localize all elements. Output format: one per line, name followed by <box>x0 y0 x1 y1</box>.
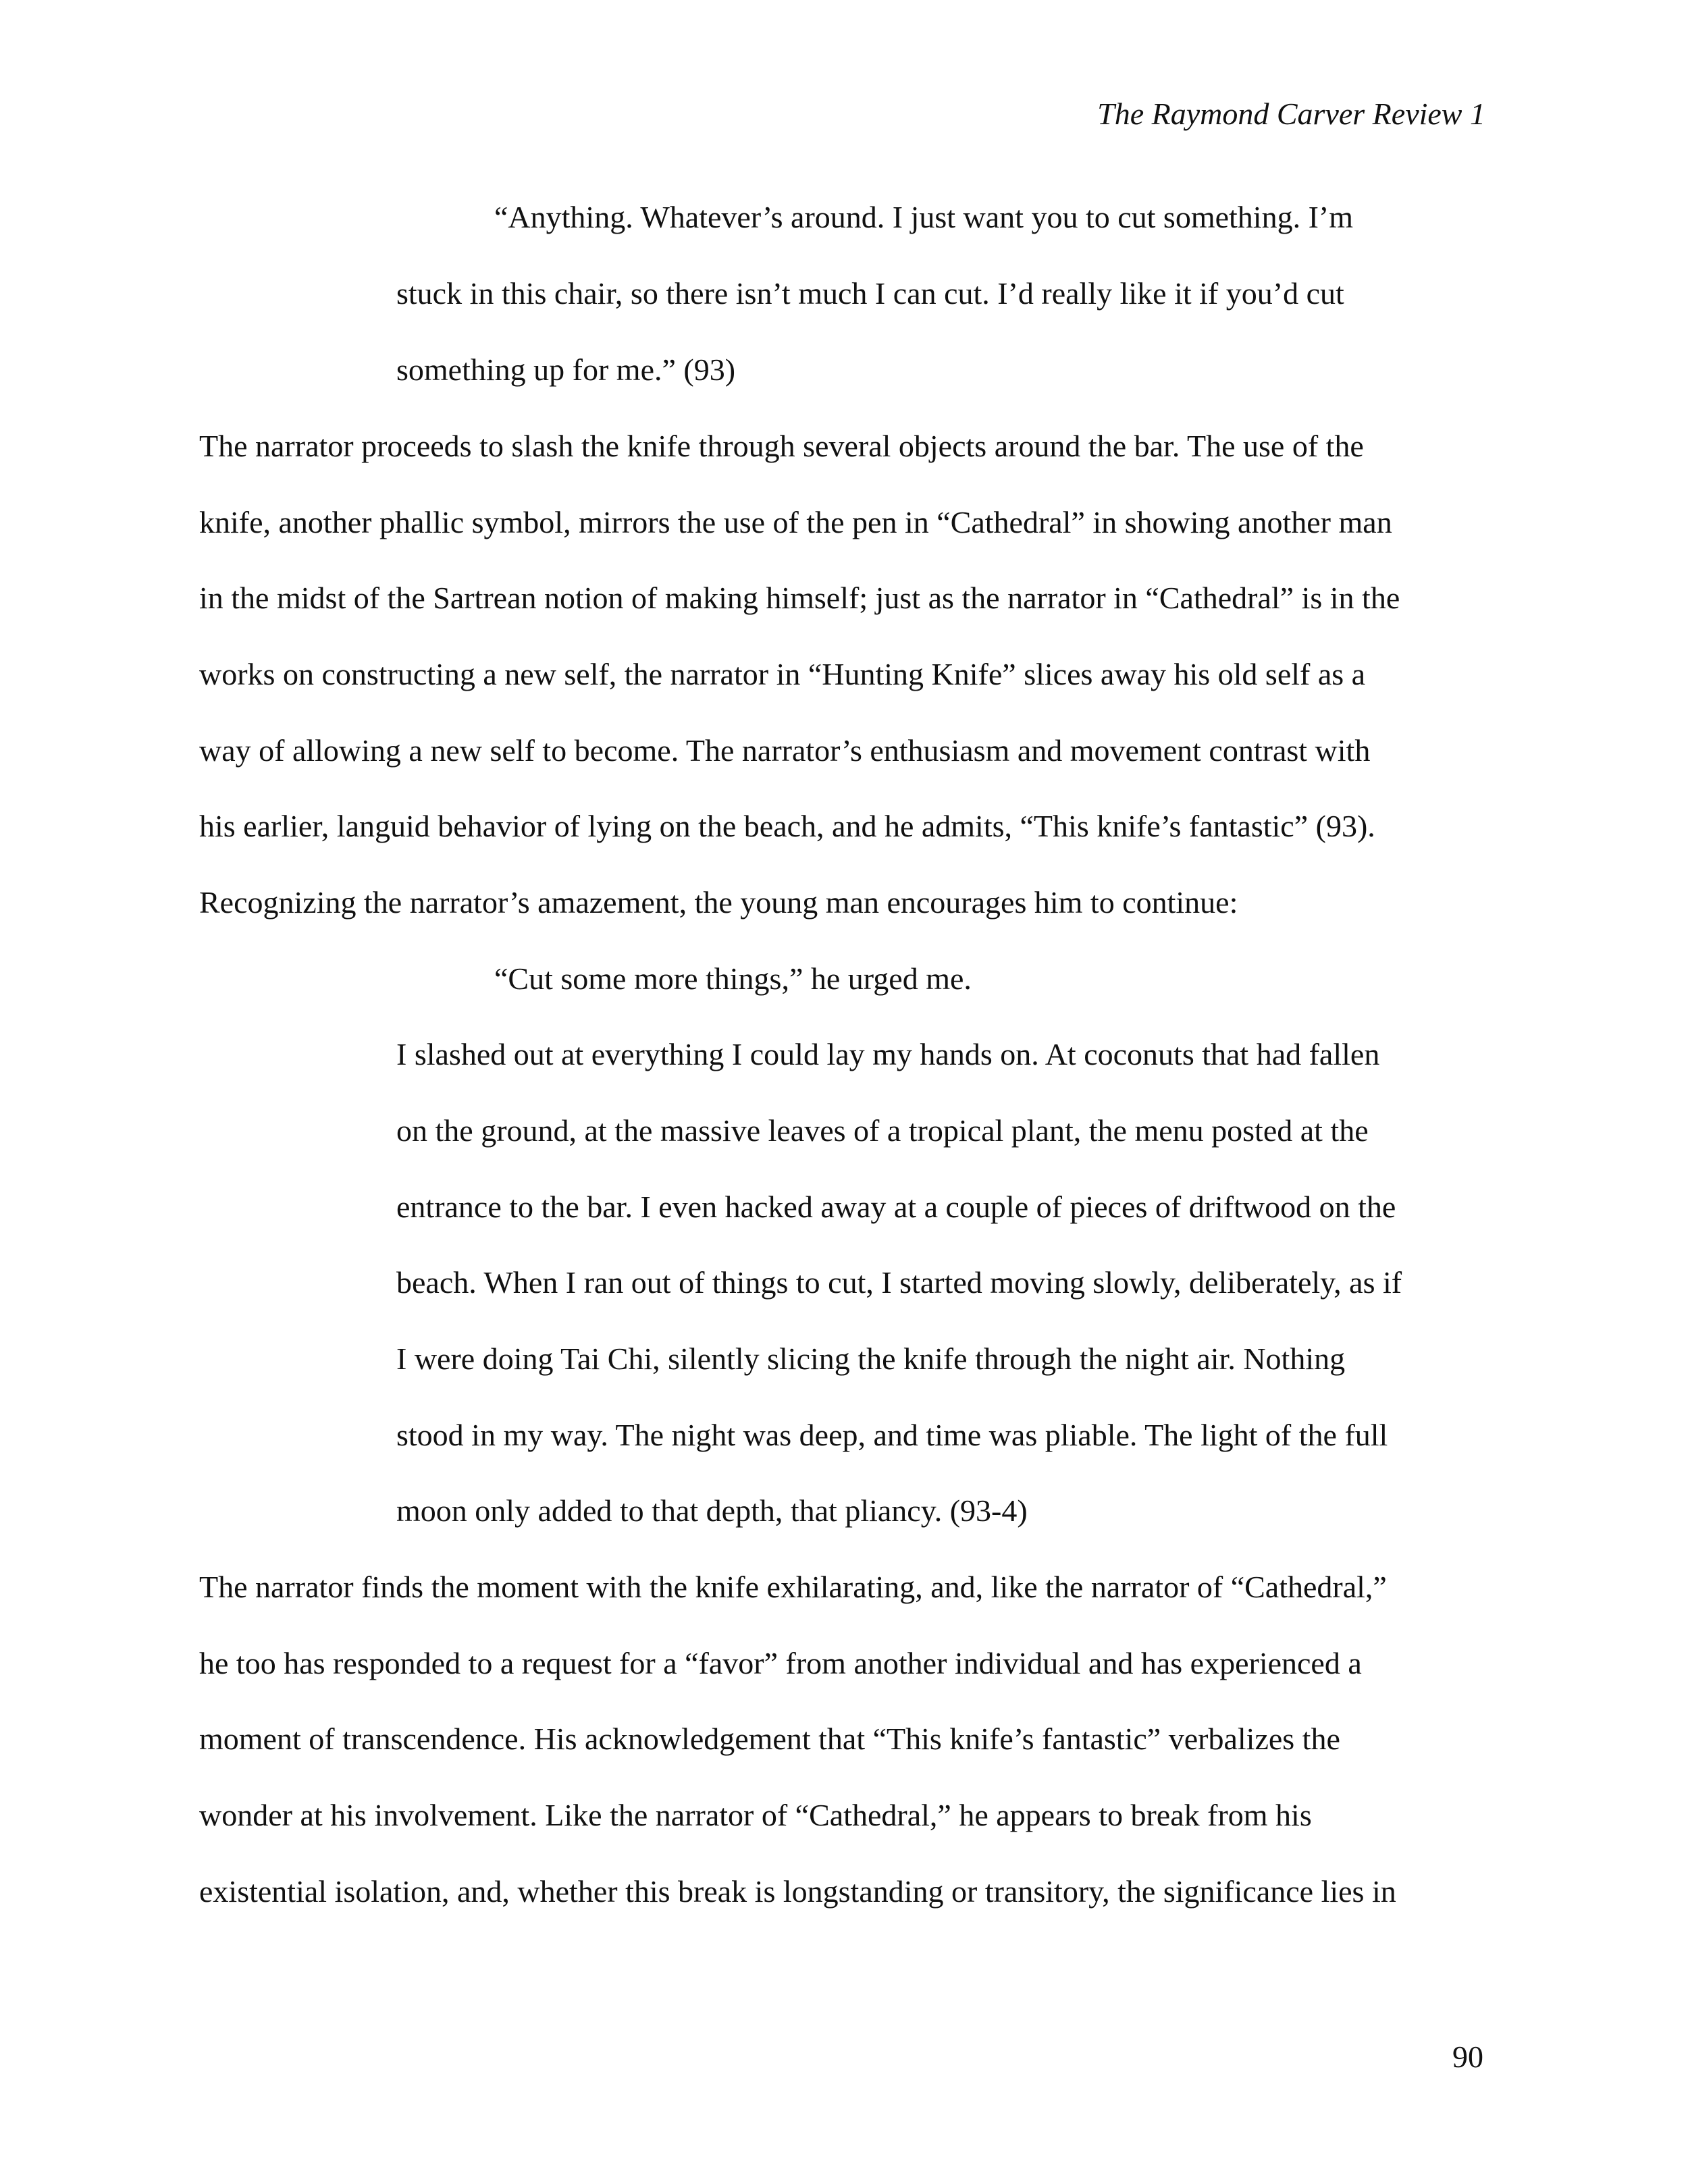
blockquote-line: I slashed out at everything I could lay my hands on. At coconuts that had fallen <box>396 1037 1380 1071</box>
paragraph-line: moment of transcendence. His acknowledgement that “This knife’s fantastic” verbalizes the <box>199 1722 1340 1756</box>
paragraph-line: knife, another phallic symbol, mirrors the use of the pen in “Cathedral” in showing another man <box>199 505 1392 539</box>
blockquote-line: something up for me.” (93) <box>396 352 736 387</box>
paragraph-line: The narrator proceeds to slash the knife through several objects around the bar. The use of the <box>199 429 1364 463</box>
paragraph-line: Recognizing the narrator’s amazement, the young man encourages him to continue: <box>199 885 1238 920</box>
blockquote-line: beach. When I ran out of things to cut, I started moving slowly, deliberately, as if <box>396 1265 1402 1300</box>
blockquote-line: stuck in this chair, so there isn’t much I can cut. I’d really like it if you’d cut <box>396 276 1344 311</box>
paragraph-line: his earlier, languid behavior of lying on the beach, and he admits, “This knife’s fantastic” (93). <box>199 809 1375 843</box>
blockquote-line: on the ground, at the massive leaves of a tropical plant, the menu posted at the <box>396 1113 1369 1148</box>
blockquote-line: “Anything. Whatever’s around. I just want you to cut something. I’m <box>494 200 1354 234</box>
paragraph-line: The narrator finds the moment with the knife exhilarating, and, like the narrator of “Cathedral,” <box>199 1570 1387 1604</box>
blockquote-line: I were doing Tai Chi, silently slicing the knife through the night air. Nothing <box>396 1341 1346 1376</box>
blockquote-line: moon only added to that depth, that pliancy. (93-4) <box>396 1493 1028 1528</box>
paragraph-line: way of allowing a new self to become. The narrator’s enthusiasm and movement contrast with <box>199 733 1371 768</box>
paragraph-line: he too has responded to a request for a “favor” from another individual and has experienced a <box>199 1646 1362 1680</box>
page-number: 90 <box>1452 2040 1483 2074</box>
running-header: The Raymond Carver Review 1 <box>1097 97 1485 131</box>
paragraph-line: works on constructing a new self, the narrator in “Hunting Knife” slices away his old self as a <box>199 657 1366 691</box>
paragraph-line: existential isolation, and, whether this break is longstanding or transitory, the significance lies in <box>199 1874 1396 1909</box>
paragraph-line: wonder at his involvement. Like the narrator of “Cathedral,” he appears to break from his <box>199 1798 1312 1832</box>
blockquote-line: “Cut some more things,” he urged me. <box>494 961 972 996</box>
blockquote-line: entrance to the bar. I even hacked away at a couple of pieces of driftwood on the <box>396 1190 1396 1224</box>
paragraph-line: in the midst of the Sartrean notion of making himself; just as the narrator in “Cathedral” is in the <box>199 581 1400 615</box>
blockquote-line: stood in my way. The night was deep, and time was pliable. The light of the full <box>396 1418 1388 1452</box>
